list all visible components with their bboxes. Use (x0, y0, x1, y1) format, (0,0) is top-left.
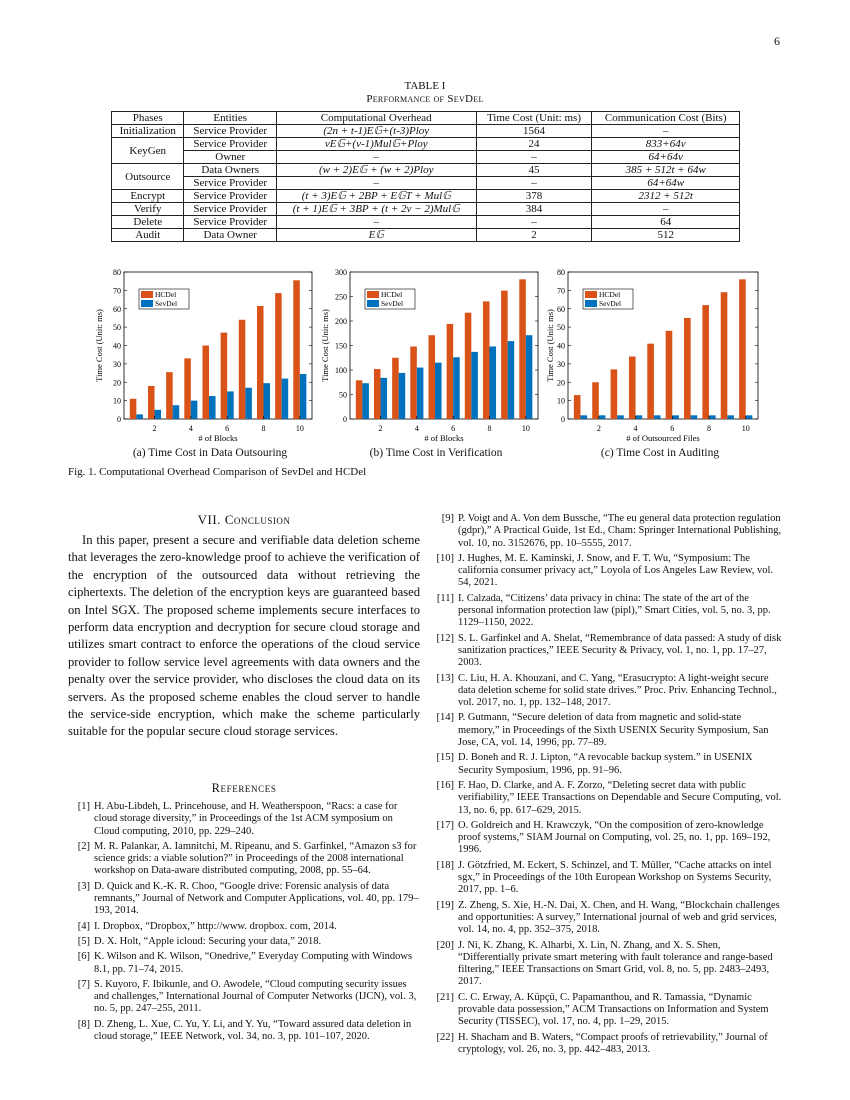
table-cell: Verify (112, 203, 184, 216)
table-cell: 45 (476, 164, 592, 177)
bar-sevdel (155, 410, 162, 419)
reference-item (432, 513, 784, 550)
reference-number: [13] (436, 672, 454, 684)
reference-text: J. Hughes, M. E. Kaminski, J. Snow, and F. T. Wu, “Symposium: The california consumer privacy act,” Loyola of Los Angeles Law Review, vol. 54, 2021. (458, 552, 774, 589)
legend-label: SevDel (599, 299, 622, 308)
y-tick-label: 70 (557, 286, 565, 296)
y-tick-label: 40 (557, 341, 565, 351)
reference-item (432, 633, 784, 670)
reference-item (68, 921, 420, 933)
table-row (112, 190, 740, 203)
reference-text: S. Kuyoro, F. Ibikunle, and O. Awodele, “Cloud computing security issues and challenges,” International Journal of Computer Networks (IJCN), vol. 3, no. 5, pp. 247–255, 2011. (94, 978, 417, 1015)
table-cell: Owner (184, 151, 276, 164)
bar-sevdel (245, 388, 252, 419)
x-tick-label: 2 (596, 424, 601, 433)
bar-sevdel (636, 415, 643, 419)
table-cell: 64 (592, 216, 740, 229)
x-tick-label: 10 (741, 424, 750, 433)
x-axis-label: # of Outsourced Files (626, 433, 700, 443)
reference-item (68, 979, 420, 1016)
table-cell: – (592, 125, 740, 138)
figure-caption: Fig. 1. Computational Overhead Comparison of SevDel and HCDel (68, 466, 367, 478)
reference-number: [11] (436, 592, 454, 604)
bar-sevdel (526, 335, 533, 419)
reference-text: I. Dropbox, “Dropbox,” http://www. dropbox. com, 2014. (94, 920, 337, 932)
reference-item (432, 673, 784, 710)
y-tick-label: 80 (113, 268, 121, 277)
table-cell: 2312 + 512t (592, 190, 740, 203)
table-cell: 512 (592, 229, 740, 242)
bar-sevdel (227, 391, 234, 419)
table-cell: 64+64v (592, 151, 740, 164)
reference-item (68, 1019, 420, 1044)
x-tick-label: 10 (521, 424, 530, 433)
performance-table (111, 111, 740, 242)
reference-text: J. Götzfried, M. Eckert, S. Schinzel, and T. Müller, “Cache attacks on intel sgx,” in Proceedings of the 10th European Workshop on Systems Security, 2017, pp. 1–6. (458, 859, 772, 896)
x-axis-label: # of Blocks (198, 433, 238, 443)
table-cell: (2n + t-1)E𝔾+(t-3)Ploy (276, 125, 476, 138)
reference-text: K. Wilson and K. Wilson, “Onedrive,” Everyday Computing with Windows 8.1, pp. 71–74, 2015. (94, 951, 413, 975)
table-cell: Service Provider (184, 203, 276, 216)
reference-number: [2] (77, 840, 90, 852)
references-list-right (432, 513, 784, 1059)
y-tick-label: 10 (557, 396, 565, 406)
chart-verification (318, 268, 548, 451)
table-cell: Data Owners (184, 164, 276, 177)
y-tick-label: 0 (561, 415, 565, 424)
y-tick-label: 200 (335, 317, 347, 326)
subcaption-b: (b) Time Cost in Verification (369, 447, 503, 459)
bar-sevdel (471, 352, 478, 419)
bar-hcdel (239, 320, 246, 419)
x-tick-label: 2 (378, 424, 383, 433)
bar-hcdel (166, 372, 173, 419)
bar-sevdel (746, 415, 753, 419)
reference-text: H. Shacham and B. Waters, “Compact proofs of retrievability,” Journal of cryptology, vol. 26, no. 3, pp. 442–483, 2013. (458, 1031, 768, 1055)
legend-swatch (585, 291, 597, 298)
reference-item (432, 820, 784, 857)
reference-text: S. L. Garfinkel and A. Shelat, “Remembrance of data passed: A study of disk sanitization practices,” IEEE Security & Privacy, vol. 1, no. 1, pp. 17–27, 2003. (458, 632, 782, 669)
y-axis-label: Time Cost (Unit: ms) (546, 309, 555, 382)
y-tick-label: 40 (113, 341, 121, 351)
table-cell: E𝔾 (276, 229, 476, 242)
y-tick-label: 70 (113, 286, 121, 296)
table-cell: – (476, 216, 592, 229)
bar-sevdel (209, 396, 216, 419)
bar-hcdel (257, 306, 264, 419)
bar-sevdel (381, 378, 388, 419)
legend-label: SevDel (381, 299, 404, 308)
x-tick-label: 4 (633, 424, 638, 433)
table-header-cell: Computational Overhead (276, 112, 476, 125)
bar-hcdel (519, 279, 526, 419)
section-heading (68, 512, 420, 528)
y-tick-label: 20 (113, 378, 121, 388)
bar-hcdel (275, 293, 282, 419)
bar-sevdel (599, 415, 606, 419)
reference-number: [17] (436, 819, 454, 831)
bar-hcdel (410, 346, 417, 419)
bar-hcdel (702, 305, 709, 419)
table-header-row (112, 112, 740, 125)
reference-text: F. Hao, D. Clarke, and A. F. Zorzo, “Deleting secret data with public verifiability,” IEEE Transactions on Dependable and Secure Computing, vol. 13, no. 6, pp. 617–629, 2015. (458, 779, 782, 816)
table-cell: 378 (476, 190, 592, 203)
table-row (112, 229, 740, 242)
y-tick-label: 50 (557, 323, 565, 333)
x-tick-label: 4 (414, 424, 419, 433)
table-cell: – (592, 203, 740, 216)
bar-sevdel (727, 415, 734, 419)
table-row (112, 138, 740, 151)
reference-text: D. Quick and K.-K. R. Choo, “Google drive: Forensic analysis of data remnants,” Journal of Network and Computer Applications, vol. 40, pp. 179–193, 2014. (94, 880, 419, 917)
reference-text: H. Abu-Libdeh, L. Princehouse, and H. Weatherspoon, “Racs: a case for cloud storage diversity,” in Proceedings of the 1st ACM symposium on Cloud computing, 2010, pp. 229–240. (94, 801, 398, 837)
x-tick-label: 8 (261, 424, 266, 433)
y-tick-label: 80 (557, 268, 565, 277)
table-header-cell: Time Cost (Unit: ms) (476, 112, 592, 125)
bar-hcdel (629, 357, 636, 419)
bar-sevdel (417, 368, 424, 419)
table-header-cell: Communication Cost (Bits) (592, 112, 740, 125)
reference-item (432, 860, 784, 897)
bar-hcdel (293, 280, 300, 419)
bar-sevdel (136, 414, 143, 419)
bar-sevdel (300, 374, 307, 419)
bar-hcdel (202, 346, 209, 420)
x-tick-label: 8 (706, 424, 711, 433)
reference-item (432, 992, 784, 1029)
table-cell: KeyGen (112, 138, 184, 164)
bar-hcdel (130, 399, 137, 419)
reference-item (432, 752, 784, 777)
reference-number: [20] (436, 939, 454, 951)
x-tick-label: 8 (487, 424, 492, 433)
bar-sevdel (191, 401, 198, 419)
reference-text: D. Boneh and R. J. Lipton, “A revocable backup system.” in USENIX Security Symposium, 1996, pp. 91–96. (458, 752, 753, 776)
table-cell: – (276, 216, 476, 229)
reference-number: [7] (77, 978, 90, 990)
page-number: 6 (774, 34, 780, 48)
bar-hcdel (428, 335, 435, 419)
reference-item (68, 951, 420, 976)
table-cell: Service Provider (184, 125, 276, 138)
chart-outsourcing (92, 268, 322, 451)
subcaption-a: (a) Time Cost in Data Outsouring (132, 447, 288, 459)
y-tick-label: 30 (557, 359, 565, 369)
bar-hcdel (465, 313, 472, 419)
bar-hcdel (721, 292, 728, 419)
table-title: Performance of SevDel (366, 93, 484, 105)
y-tick-label: 50 (113, 323, 121, 333)
reference-item (432, 940, 784, 989)
x-axis-label: # of Blocks (424, 433, 464, 443)
reference-item (432, 712, 784, 749)
table-cell: 24 (476, 138, 592, 151)
reference-number: [10] (436, 552, 454, 564)
reference-text: I. Calzada, “Citizens’ data privacy in china: The state of the art of the personal information protection law (pipl),” Smart Cities, vol. 5, no. 3, pp. 1129–1150, 2022. (458, 592, 771, 629)
y-tick-label: 60 (557, 304, 565, 314)
table-cell: – (476, 177, 592, 190)
bar-hcdel (666, 331, 673, 419)
table-cell: Data Owner (184, 229, 276, 242)
y-axis-label: Time Cost (Unit: ms) (94, 309, 104, 382)
reference-item (68, 841, 420, 878)
table-header-cell: Phases (112, 112, 184, 125)
bar-hcdel (374, 369, 381, 419)
reference-text: Z. Zheng, S. Xie, H.-N. Dai, X. Chen, and H. Wang, “Blockchain challenges and opportunities: A survey,” International journal of web and grid services, vol. 14, no. 4, pp. 352–375, 2018. (458, 899, 780, 936)
y-tick-label: 100 (335, 366, 347, 375)
reference-number: [21] (436, 991, 454, 1003)
x-tick-label: 4 (188, 424, 193, 433)
x-tick-label: 6 (670, 424, 675, 433)
table-cell: Audit (112, 229, 184, 242)
references-list-left (68, 801, 420, 1046)
reference-number: [22] (436, 1031, 454, 1043)
bar-sevdel (672, 415, 679, 419)
legend-label: HCDel (599, 290, 621, 299)
y-tick-label: 10 (113, 396, 121, 406)
chart-auditing (546, 268, 766, 451)
table-cell: Service Provider (184, 216, 276, 229)
bar-hcdel (684, 318, 691, 419)
reference-text: O. Goldreich and H. Krawczyk, “On the composition of zero-knowledge proof systems,” SIAM Journal on Computing, vol. 25, no. 1, pp. 169–192, 1996. (458, 819, 771, 856)
table-cell: 1564 (476, 125, 592, 138)
bar-sevdel (264, 383, 271, 419)
reference-number: [1] (77, 801, 90, 812)
reference-text: P. Voigt and A. Von dem Bussche, “The eu general data protection regulation (gdpr),” A Practical Guide, 1st Ed., Cham: Springer International Publishing, vol. 10, no. 3152676, pp. 10–5555, 2017. (458, 513, 782, 549)
table-cell: 64+64w (592, 177, 740, 190)
table-cell: Service Provider (184, 138, 276, 151)
reference-item (68, 801, 420, 838)
table-cell: – (276, 151, 476, 164)
reference-text: C. Liu, H. A. Khouzani, and C. Yang, “Erasucrypto: A light-weight secure data deletion scheme for solid state drives.” Proc. Priv. Enhancing Technol., vol. 2017, no. 1, pp. 132–148, 2017. (458, 672, 777, 709)
reference-number: [12] (436, 632, 454, 644)
x-tick-label: 2 (152, 424, 157, 433)
reference-item (432, 593, 784, 630)
section-title: Conclusion (224, 512, 291, 527)
table-row (112, 216, 740, 229)
bar-sevdel (617, 415, 624, 419)
y-tick-label: 150 (335, 341, 347, 351)
legend-swatch (367, 291, 379, 298)
table-cell: Initialization (112, 125, 184, 138)
reference-number: [15] (436, 752, 454, 764)
bar-hcdel (148, 386, 155, 419)
table-row (112, 177, 740, 190)
bar-sevdel (709, 415, 716, 419)
reference-item (432, 553, 784, 590)
reference-text: J. Ni, K. Zhang, K. Alharbi, X. Lin, N. Zhang, and X. S. Shen, “Differentially private smart metering with fault tolerance and range-based filtering,” IEEE Transactions on Smart Grid, vol. 8, no. 5, pp. 2483–2493, 2017. (458, 939, 773, 988)
reference-number: [6] (77, 951, 90, 963)
bar-sevdel (453, 357, 460, 419)
table-header-cell: Entities (184, 112, 276, 125)
table-cell: (t + 1)E𝔾 + 3BP + (t + 2v − 2)Mul𝔾 (276, 203, 476, 216)
table-cell: Delete (112, 216, 184, 229)
bar-sevdel (490, 346, 497, 419)
table-row (112, 151, 740, 164)
y-tick-label: 50 (339, 390, 347, 400)
table-row (112, 164, 740, 177)
reference-text: M. R. Palankar, A. Iamnitchi, M. Ripeanu, and S. Garfinkel, “Amazon s3 for science grids: a viable solution?” in Proceedings of the 2008 international workshop on Data-aware distributed computing, 2008, pp. 55–64. (94, 840, 417, 877)
reference-item (68, 936, 420, 948)
table-row (112, 203, 740, 216)
table-cell: – (476, 151, 592, 164)
table-cell: Service Provider (184, 177, 276, 190)
table-cell: (w + 2)E𝔾 + (w + 2)Ploy (276, 164, 476, 177)
x-tick-label: 10 (295, 424, 304, 433)
table-cell: (t + 3)E𝔾 + 2BP + E𝔾T + Mul𝔾 (276, 190, 476, 203)
table-cell: Service Provider (184, 190, 276, 203)
bar-sevdel (508, 341, 515, 419)
table-cell: 2 (476, 229, 592, 242)
subcaption-c: (c) Time Cost in Auditing (600, 447, 720, 459)
legend-swatch (585, 300, 597, 307)
table-cell: 384 (476, 203, 592, 216)
reference-text: D. X. Holt, “Apple icloud: Securing your data,” 2018. (94, 935, 322, 947)
y-tick-label: 0 (117, 415, 121, 424)
legend-swatch (367, 300, 379, 307)
reference-number: [16] (436, 779, 454, 791)
bar-hcdel (483, 301, 490, 419)
legend-label: SevDel (155, 299, 178, 308)
legend-swatch (141, 300, 153, 307)
bar-hcdel (739, 279, 746, 419)
y-tick-label: 20 (557, 378, 565, 388)
table-cell: vE𝔾+(v-1)Mul𝔾+Ploy (276, 138, 476, 151)
reference-text: C. C. Erway, A. Küpçü, C. Papamanthou, and R. Tamassia, “Dynamic provable data possession,” ACM Transactions on Information and System Security (TISSEC), vol. 17, no. 4, pp. 1–29, 2015. (458, 991, 769, 1028)
reference-item (432, 780, 784, 817)
x-tick-label: 6 (225, 424, 230, 433)
bar-sevdel (173, 405, 180, 419)
bar-hcdel (574, 395, 581, 419)
table-label: TABLE I (404, 80, 446, 92)
table-cell: 385 + 512t + 64w (592, 164, 740, 177)
legend-label: HCDel (381, 290, 403, 299)
section-number: VII. (197, 512, 221, 527)
bar-hcdel (392, 358, 399, 419)
bar-sevdel (580, 415, 587, 419)
table-cell: Outsource (112, 164, 184, 190)
y-tick-label: 60 (113, 304, 121, 314)
bar-sevdel (282, 379, 289, 419)
reference-number: [5] (77, 935, 90, 947)
bar-sevdel (362, 383, 369, 419)
bar-hcdel (447, 324, 454, 419)
bar-sevdel (691, 415, 698, 419)
reference-number: [3] (77, 880, 90, 892)
bar-sevdel (435, 363, 442, 419)
reference-text: D. Zheng, L. Xue, C. Yu, Y. Li, and Y. Yu, “Toward assured data deletion in cloud storage,” IEEE Network, vol. 34, no. 3, pp. 101–107, 2020. (94, 1018, 412, 1043)
table-caption (0, 80, 850, 106)
bar-sevdel (654, 415, 661, 419)
table-cell: 833+64v (592, 138, 740, 151)
table-row (112, 125, 740, 138)
table-cell: Encrypt (112, 190, 184, 203)
legend-label: HCDel (155, 290, 177, 299)
bar-hcdel (356, 380, 363, 419)
reference-number: [8] (77, 1018, 90, 1030)
bar-hcdel (221, 333, 228, 419)
bar-hcdel (184, 358, 191, 419)
y-tick-label: 250 (335, 292, 347, 302)
reference-text: P. Gutmann, “Secure deletion of data from magnetic and solid-state memory,” in Proceedings of the Sixth USENIX Security Symposium, San Jose, CA, vol. 14, 1996, pp. 77–89. (458, 712, 769, 749)
y-axis-label: Time Cost (Unit: ms) (320, 309, 330, 382)
legend-swatch (141, 291, 153, 298)
reference-item (432, 900, 784, 937)
reference-item (432, 1032, 784, 1057)
reference-item (68, 881, 420, 918)
reference-number: [14] (436, 712, 454, 724)
conclusion-paragraph: In this paper, present a secure and verifiable data deletion scheme that leverages the zero-knowledge proof to achieve the verification of the encryption of the outsourced data without retrieving the ciphertexts. The deletion of the encryption keys are guaranteed based on Intel SGX. The proposed scheme implements secure interfaces to perform data encryption and decryption for secure cloud storage and utilizes smart contract to enforce the operations of the cloud service provider to follow service level agreements with data owners and the penalty over the service provider, who discloses the cloud data on its servers. As the proposed scheme enables the cloud server to handle the service-side encryption, which make the scheme particularly suitable for the popular secure cloud storage services. (68, 533, 420, 739)
bar-hcdel (611, 369, 618, 419)
y-tick-label: 30 (113, 359, 121, 369)
bar-hcdel (501, 291, 508, 419)
bar-hcdel (592, 382, 599, 419)
reference-number: [18] (436, 859, 454, 871)
bar-sevdel (399, 373, 406, 419)
table-cell: – (276, 177, 476, 190)
bar-hcdel (647, 344, 654, 419)
references-heading: References (211, 781, 277, 795)
y-tick-label: 0 (343, 415, 347, 424)
reference-number: [4] (77, 920, 90, 932)
reference-number: [19] (436, 899, 454, 911)
x-tick-label: 6 (451, 424, 456, 433)
reference-number: [9] (441, 513, 454, 524)
y-tick-label: 300 (335, 268, 347, 277)
